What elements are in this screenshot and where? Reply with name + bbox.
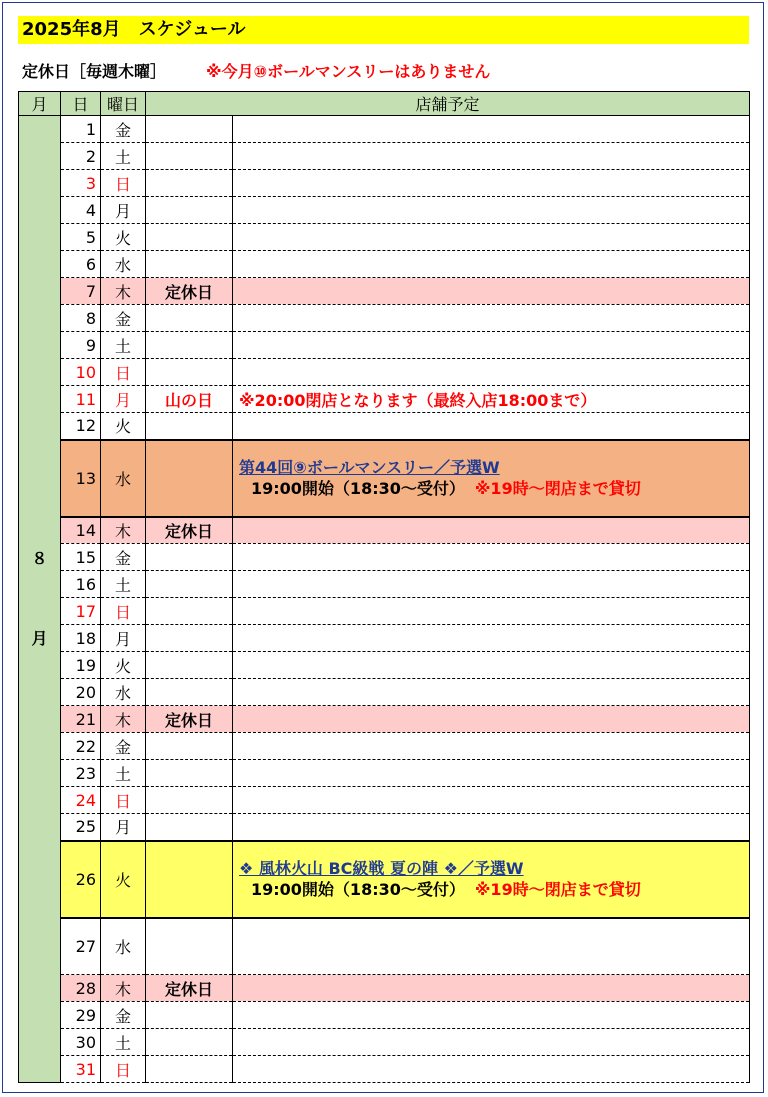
day-cell: 19 [61,652,101,679]
dow-cell: 日 [101,170,146,197]
note-cell [146,359,233,386]
day-cell: 5 [61,224,101,251]
event-cell [233,1056,750,1083]
note-cell [146,1056,233,1083]
event-cell [233,440,750,517]
note-cell [146,170,233,197]
header-plan: 店舗予定 [146,92,750,116]
day-cell: 4 [61,197,101,224]
table-row [19,359,750,386]
note-cell [146,224,233,251]
event-cell [233,733,750,760]
event-cell [233,224,750,251]
schedule-body [19,116,750,1083]
day-cell: 30 [61,1029,101,1056]
event-cell [233,652,750,679]
day-cell: 18 [61,625,101,652]
day-cell: 7 [61,278,101,305]
dow-cell: 水 [101,440,146,517]
table-row [19,517,750,544]
note-cell [146,143,233,170]
event-cell [233,305,750,332]
table-row [19,625,750,652]
table-row [19,598,750,625]
dow-cell: 金 [101,733,146,760]
event-cell [233,278,750,305]
event-cell [233,197,750,224]
note-cell [146,918,233,975]
event-cell [233,760,750,787]
dow-cell: 月 [101,814,146,841]
table-row [19,197,750,224]
day-cell: 13 [61,440,101,517]
dow-cell: 金 [101,544,146,571]
table-row [19,975,750,1002]
note-cell: 山の日 [146,386,233,413]
day-cell: 21 [61,706,101,733]
event-cell [233,975,750,1002]
dow-cell: 金 [101,1002,146,1029]
info-line [22,60,490,84]
note-cell [146,841,233,918]
day-cell: 1 [61,116,101,143]
dow-cell: 月 [101,625,146,652]
dow-cell: 金 [101,305,146,332]
event-cell [233,814,750,841]
dow-cell: 木 [101,706,146,733]
event-cell [233,116,750,143]
event-cell [233,679,750,706]
dow-cell: 火 [101,224,146,251]
note-cell [146,598,233,625]
event-cell [233,544,750,571]
note-cell [146,652,233,679]
day-cell: 20 [61,679,101,706]
table-row [19,760,750,787]
day-cell: 25 [61,814,101,841]
event-cell [233,251,750,278]
note-cell [146,814,233,841]
day-cell: 8 [61,305,101,332]
event-cell [233,841,750,918]
dow-cell: 木 [101,517,146,544]
event-cell [233,517,750,544]
event-cell [233,625,750,652]
day-cell: 16 [61,571,101,598]
event-time: 19:00開始（18:30～受付） [251,479,465,498]
day-cell: 11 [61,386,101,413]
note-cell [146,197,233,224]
event-cell: ※20:00閉店となります（最終入店18:00まで） [233,386,750,413]
note-cell [146,305,233,332]
dow-cell: 木 [101,278,146,305]
event-cell [233,1002,750,1029]
month-label: ８ 月 [31,549,48,648]
dow-cell: 火 [101,413,146,440]
dow-cell: 日 [101,1056,146,1083]
table-row [19,440,750,517]
note-cell [146,571,233,598]
day-cell: 3 [61,170,101,197]
dow-cell: 日 [101,359,146,386]
note-cell [146,413,233,440]
table-row [19,224,750,251]
table-row [19,787,750,814]
event-reserved-note: ※19時～閉店まで貸切 [474,479,641,498]
table-row [19,544,750,571]
note-cell [146,679,233,706]
table-row [19,841,750,918]
table-row [19,305,750,332]
event-detail [239,479,749,499]
day-cell: 14 [61,517,101,544]
table-row [19,706,750,733]
day-cell: 31 [61,1056,101,1083]
table-row [19,1029,750,1056]
event-cell [233,170,750,197]
event-cell [233,413,750,440]
note-cell [146,440,233,517]
note-cell [146,760,233,787]
dow-cell: 月 [101,386,146,413]
note-cell [146,332,233,359]
day-cell: 24 [61,787,101,814]
dow-cell: 土 [101,1029,146,1056]
dow-cell: 土 [101,332,146,359]
day-cell: 9 [61,332,101,359]
day-cell: 2 [61,143,101,170]
day-cell: 17 [61,598,101,625]
day-cell: 26 [61,841,101,918]
table-row [19,814,750,841]
day-cell: 28 [61,975,101,1002]
event-title[interactable]: 第44回⑨ボールマンスリー／予選W [239,458,500,477]
note-cell: 定休日 [146,278,233,305]
table-row [19,332,750,359]
event-cell [233,359,750,386]
dow-cell: 日 [101,787,146,814]
schedule-table [18,91,750,1083]
event-title[interactable]: ❖ 風林火山 BC級戦 夏の陣 ❖／予選W [239,859,524,878]
table-row [19,652,750,679]
page-title: 2025年8月 スケジュール [18,16,749,44]
note-cell: 定休日 [146,517,233,544]
note-cell: 定休日 [146,706,233,733]
table-row [19,251,750,278]
table-row [19,116,750,143]
table-row [19,1056,750,1083]
event-cell [233,918,750,975]
table-row [19,918,750,975]
day-cell: 29 [61,1002,101,1029]
day-cell: 6 [61,251,101,278]
note-cell [146,787,233,814]
dow-cell: 土 [101,760,146,787]
dow-cell: 木 [101,975,146,1002]
header-month: 月 [19,92,61,116]
dow-cell: 金 [101,116,146,143]
note-cell [146,1002,233,1029]
monthly-notice: ※今月⑩ボールマンスリーはありません [206,62,491,81]
header-dow: 曜日 [101,92,146,116]
event-cell [233,787,750,814]
event-cell [233,571,750,598]
note-cell [146,251,233,278]
table-header [19,92,750,116]
dow-cell: 水 [101,918,146,975]
header-day: 日 [61,92,101,116]
table-row [19,679,750,706]
dow-cell: 火 [101,841,146,918]
table-row [19,413,750,440]
event-cell [233,706,750,733]
dow-cell: 水 [101,251,146,278]
table-row [19,733,750,760]
table-row [19,143,750,170]
day-cell: 27 [61,918,101,975]
note-cell: 定休日 [146,975,233,1002]
closed-day-label: 定休日［毎週木曜］ [22,62,167,81]
day-cell: 15 [61,544,101,571]
note-cell [146,1029,233,1056]
dow-cell: 月 [101,197,146,224]
day-cell: 22 [61,733,101,760]
table-row [19,1002,750,1029]
dow-cell: 火 [101,652,146,679]
dow-cell: 土 [101,143,146,170]
day-cell: 10 [61,359,101,386]
dow-cell: 日 [101,598,146,625]
note-cell [146,733,233,760]
table-row [19,170,750,197]
event-cell [233,1029,750,1056]
table-row [19,278,750,305]
day-cell: 12 [61,413,101,440]
table-row [19,386,750,413]
event-reserved-note: ※19時～閉店まで貸切 [474,880,641,899]
event-cell [233,598,750,625]
event-cell [233,143,750,170]
note-cell [146,625,233,652]
table-row [19,571,750,598]
note-cell [146,116,233,143]
note-cell [146,544,233,571]
dow-cell: 土 [101,571,146,598]
event-detail [239,880,749,900]
event-cell [233,332,750,359]
day-cell: 23 [61,760,101,787]
month-cell [19,116,61,1083]
dow-cell: 水 [101,679,146,706]
event-time: 19:00開始（18:30～受付） [251,880,465,899]
